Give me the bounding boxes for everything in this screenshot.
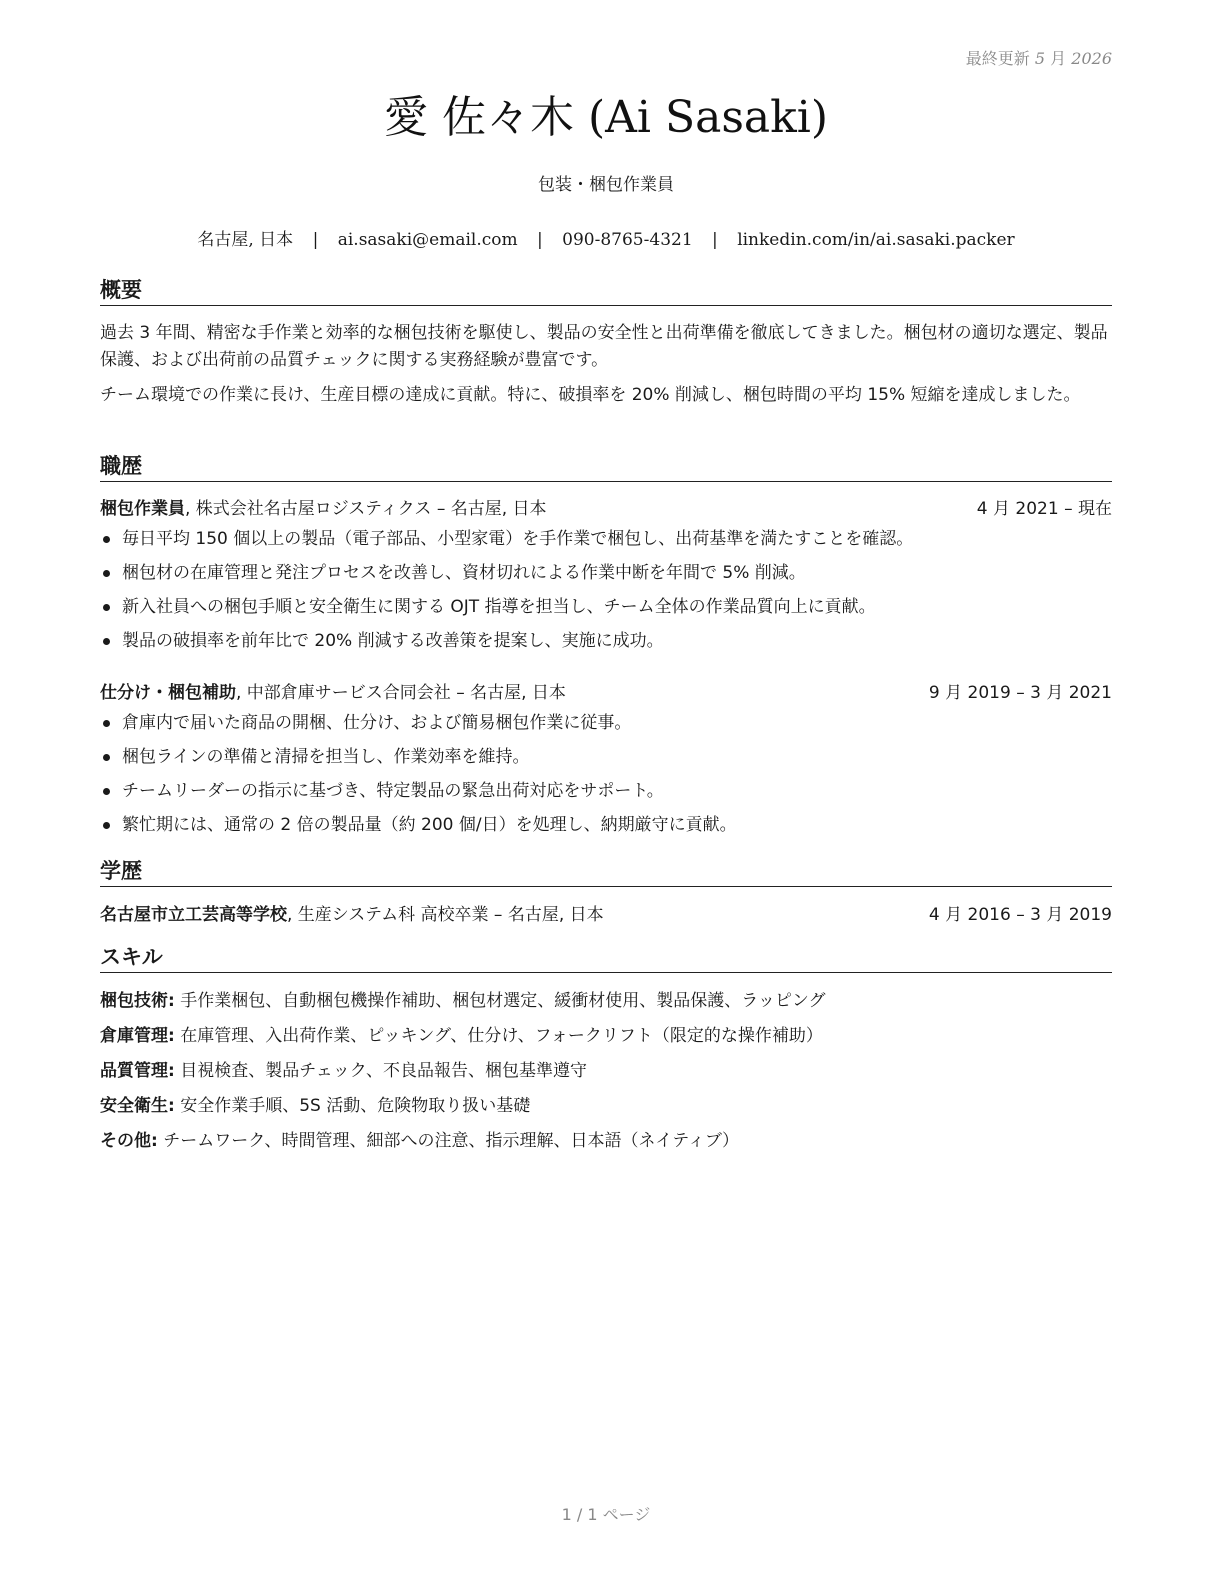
section-title-experience: 職歴: [100, 453, 1112, 482]
skill-category: 倉庫管理:: [100, 1026, 175, 1046]
skill-value: 安全作業手順、5S 活動、危険物取り扱い基礎: [180, 1096, 531, 1116]
skill-category: 梱包技術:: [100, 991, 175, 1011]
list-item: 毎日平均 150 個以上の製品（電子部品、小型家電）を手作業で梱包し、出荷基準を満たすことを確認。: [100, 522, 1112, 556]
contact-linkedin-link[interactable]: linkedin.com/in/ai.sasaki.packer: [737, 230, 1015, 250]
last-updated: [966, 46, 1112, 69]
last-updated-year: 2026: [1071, 49, 1112, 68]
list-item: チームリーダーの指示に基づき、特定製品の緊急出荷対応をサポート。: [100, 774, 1112, 808]
job-dates: 9 月 2019 – 3 月 2021: [928, 683, 1112, 703]
job-dates: 4 月 2021 – 現在: [976, 499, 1112, 519]
summary-paragraph: チーム環境での作業に長け、生産目標の達成に貢献。特に、破損率を 20% 削減し、梱包時間の平均 15% 短縮を達成しました。: [100, 385, 1081, 405]
candidate-name: 愛 佐々木 (Ai Sasaki): [383, 92, 829, 143]
job-role: 梱包作業員: [100, 499, 185, 519]
job-role: 仕分け・梱包補助: [100, 683, 236, 703]
skill-row: [100, 1056, 1112, 1091]
skill-value: 手作業梱包、自動梱包機操作補助、梱包材選定、緩衝材使用、製品保護、ラッピング: [180, 991, 826, 1011]
contact-email-link[interactable]: ai.sasaki@email.com: [337, 230, 518, 250]
skill-row: [100, 1091, 1112, 1126]
skill-value: 目視検査、製品チェック、不良品報告、梱包基準遵守: [180, 1061, 588, 1081]
contact-separator: |: [312, 230, 319, 250]
skill-category: 品質管理:: [100, 1061, 175, 1081]
job-org: , 中部倉庫サービス合同会社 – 名古屋, 日本: [236, 683, 566, 703]
skill-row: [100, 1126, 1112, 1161]
contact-separator: |: [537, 230, 543, 250]
job-bullets: [100, 706, 1112, 842]
list-item: 製品の破損率を前年比で 20% 削減する改善策を提案し、実施に成功。: [100, 624, 1112, 658]
list-item: 梱包材の在庫管理と発注プロセスを改善し、資材切れによる作業中断を年間で 5% 削減。: [100, 556, 1112, 590]
section-title-education: 学歴: [100, 858, 1112, 887]
page-indicator: 1 / 1 ページ: [561, 1505, 651, 1524]
resume-page: [100, 0, 1112, 1584]
skill-value: 在庫管理、入出荷作業、ピッキング、仕分け、フォークリフト（限定的な操作補助）: [180, 1026, 823, 1046]
education-entry: [100, 902, 1112, 928]
section-title-skills: スキル: [100, 944, 1112, 973]
last-updated-month-suffix: 月: [1050, 49, 1067, 68]
job-header: [100, 680, 1112, 706]
contact-location: 名古屋, 日本: [197, 230, 294, 250]
job-bullets: [100, 522, 1112, 658]
education-school: 名古屋市立工芸高等学校: [100, 905, 287, 925]
skill-row: [100, 986, 1112, 1021]
skill-row: [100, 1021, 1112, 1056]
contact-line: [100, 225, 1112, 250]
candidate-headline: 包装・梱包作業員: [538, 175, 674, 195]
summary-paragraph: 過去 3 年間、精密な手作業と効率的な梱包技術を駆使し、製品の安全性と出荷準備を徹底してきました。梱包材の適切な選定、製品保護、および出荷前の品質チェックに関する実務経験が豊富です。: [100, 323, 1108, 370]
section-title-summary: 概要: [100, 277, 1112, 306]
education-dates: 4 月 2016 – 3 月 2019: [928, 905, 1112, 925]
contact-phone: 090-8765-4321: [562, 230, 693, 250]
job-header: [100, 496, 1112, 522]
education-detail: , 生産システム科 高校卒業 – 名古屋, 日本: [287, 905, 604, 925]
skills-list: [100, 986, 1112, 1161]
list-item: 梱包ラインの準備と清掃を担当し、作業効率を維持。: [100, 740, 1112, 774]
list-item: 新入社員への梱包手順と安全衛生に関する OJT 指導を担当し、チーム全体の作業品質向上に貢献。: [100, 590, 1112, 624]
contact-separator: |: [712, 230, 718, 250]
list-item: 倉庫内で届いた商品の開梱、仕分け、および簡易梱包作業に従事。: [100, 706, 1112, 740]
job-org: , 株式会社名古屋ロジスティクス – 名古屋, 日本: [185, 499, 547, 519]
skill-value: チームワーク、時間管理、細部への注意、指示理解、日本語（ネイティブ）: [163, 1131, 740, 1151]
last-updated-month: 5: [1034, 49, 1046, 68]
last-updated-label: 最終更新: [965, 49, 1030, 68]
skill-category: その他:: [100, 1131, 158, 1151]
skill-category: 安全衛生:: [100, 1096, 175, 1116]
list-item: 繁忙期には、通常の 2 倍の製品量（約 200 個/日）を処理し、納期厳守に貢献。: [100, 808, 1112, 842]
